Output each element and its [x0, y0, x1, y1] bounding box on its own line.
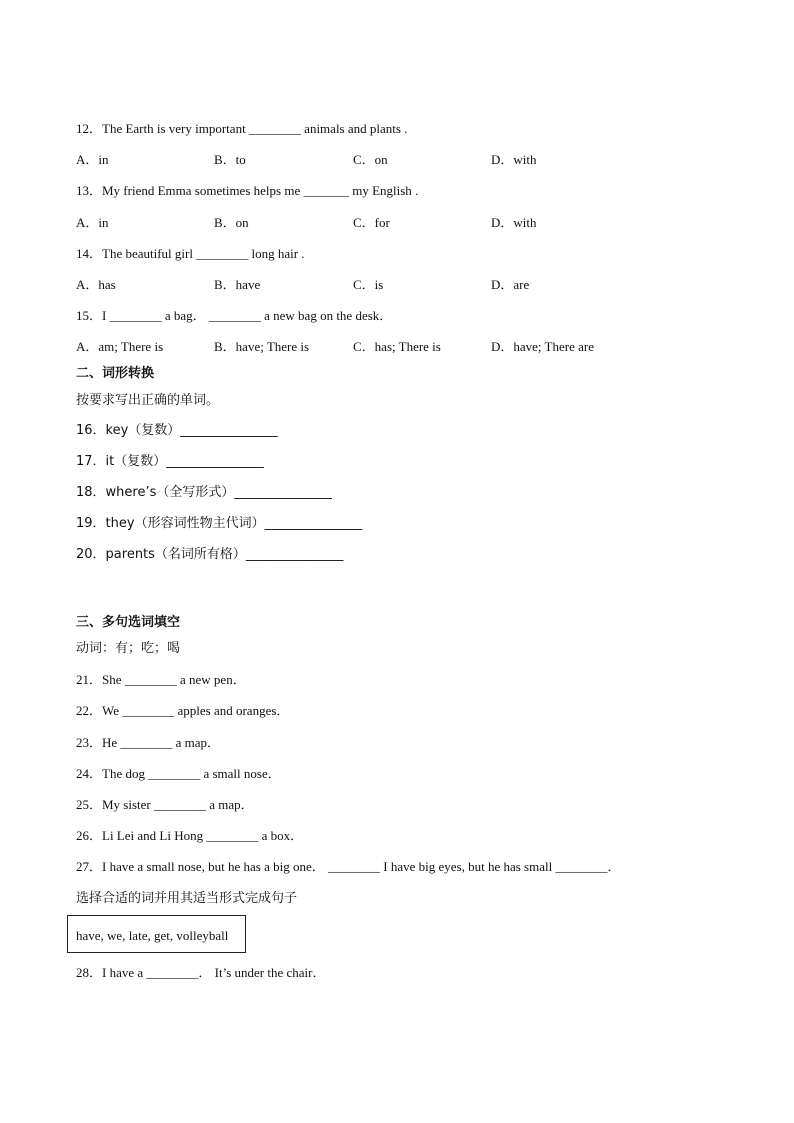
section-title-word-forms: 二、词形转换	[76, 366, 155, 381]
option-a[interactable]: A．in	[76, 152, 109, 167]
question-17: 17．it（复数）_______________	[76, 454, 264, 469]
option-d[interactable]: D．have; There are	[491, 339, 594, 354]
section-instruction: 按要求写出正确的单词。	[76, 393, 220, 408]
question-28: 28．I have a ________． It’s under the chair．	[76, 965, 326, 980]
question-18: 18．where’s（全写形式）_______________	[76, 485, 332, 500]
verb-list: 动词：有；吃；喝	[76, 641, 181, 656]
word-box-text: have, we, late, get, volleyball	[76, 928, 229, 943]
option-b[interactable]: B．have; There is	[214, 339, 310, 354]
question-21: 21．She ________ a new pen．	[76, 672, 246, 687]
option-c[interactable]: C．has; There is	[353, 339, 441, 354]
options-15	[76, 339, 716, 355]
section-title-word-fill: 三、多句选词填空	[76, 615, 181, 630]
word-box	[67, 915, 246, 953]
options-12	[76, 152, 716, 168]
option-d[interactable]: D．with	[491, 152, 537, 167]
option-c[interactable]: C．on	[353, 152, 388, 167]
question-24: 24．The dog ________ a small nose．	[76, 766, 281, 781]
question-26: 26．Li Lei and Li Hong ________ a box．	[76, 828, 304, 843]
question-13: 13．My friend Emma sometimes helps me _______ my English .	[76, 183, 419, 198]
question-22: 22．We ________ apples and oranges．	[76, 703, 290, 718]
question-15: 15．I ________ a bag． ________ a new bag on the desk．	[76, 308, 393, 323]
question-19: 19．they（形容词性物主代词）_______________	[76, 516, 363, 531]
question-16: 16．key（复数）_______________	[76, 423, 278, 438]
option-d[interactable]: D．with	[491, 215, 537, 230]
section-instruction-2: 选择合适的词并用其适当形式完成句子	[76, 891, 298, 906]
options-13	[76, 215, 716, 231]
question-23: 23．He ________ a map．	[76, 735, 221, 750]
question-27: 27．I have a small nose, but he has a big one． ________ I have big eyes, but he has small ________．	[76, 859, 621, 874]
option-d[interactable]: D．are	[491, 277, 530, 292]
option-c[interactable]: C．is	[353, 277, 384, 292]
option-a[interactable]: A．am; There is	[76, 339, 164, 354]
question-20: 20．parents（名词所有格）_______________	[76, 547, 344, 562]
question-12: 12．The Earth is very important ________ animals and plants .	[76, 121, 408, 136]
question-14: 14．The beautiful girl ________ long hair .	[76, 246, 305, 261]
options-14	[76, 277, 716, 293]
option-b[interactable]: B．have	[214, 277, 261, 292]
option-a[interactable]: A．has	[76, 277, 116, 292]
question-25: 25．My sister ________ a map．	[76, 797, 254, 812]
option-c[interactable]: C．for	[353, 215, 390, 230]
option-b[interactable]: B．to	[214, 152, 246, 167]
option-b[interactable]: B．on	[214, 215, 249, 230]
option-a[interactable]: A．in	[76, 215, 109, 230]
